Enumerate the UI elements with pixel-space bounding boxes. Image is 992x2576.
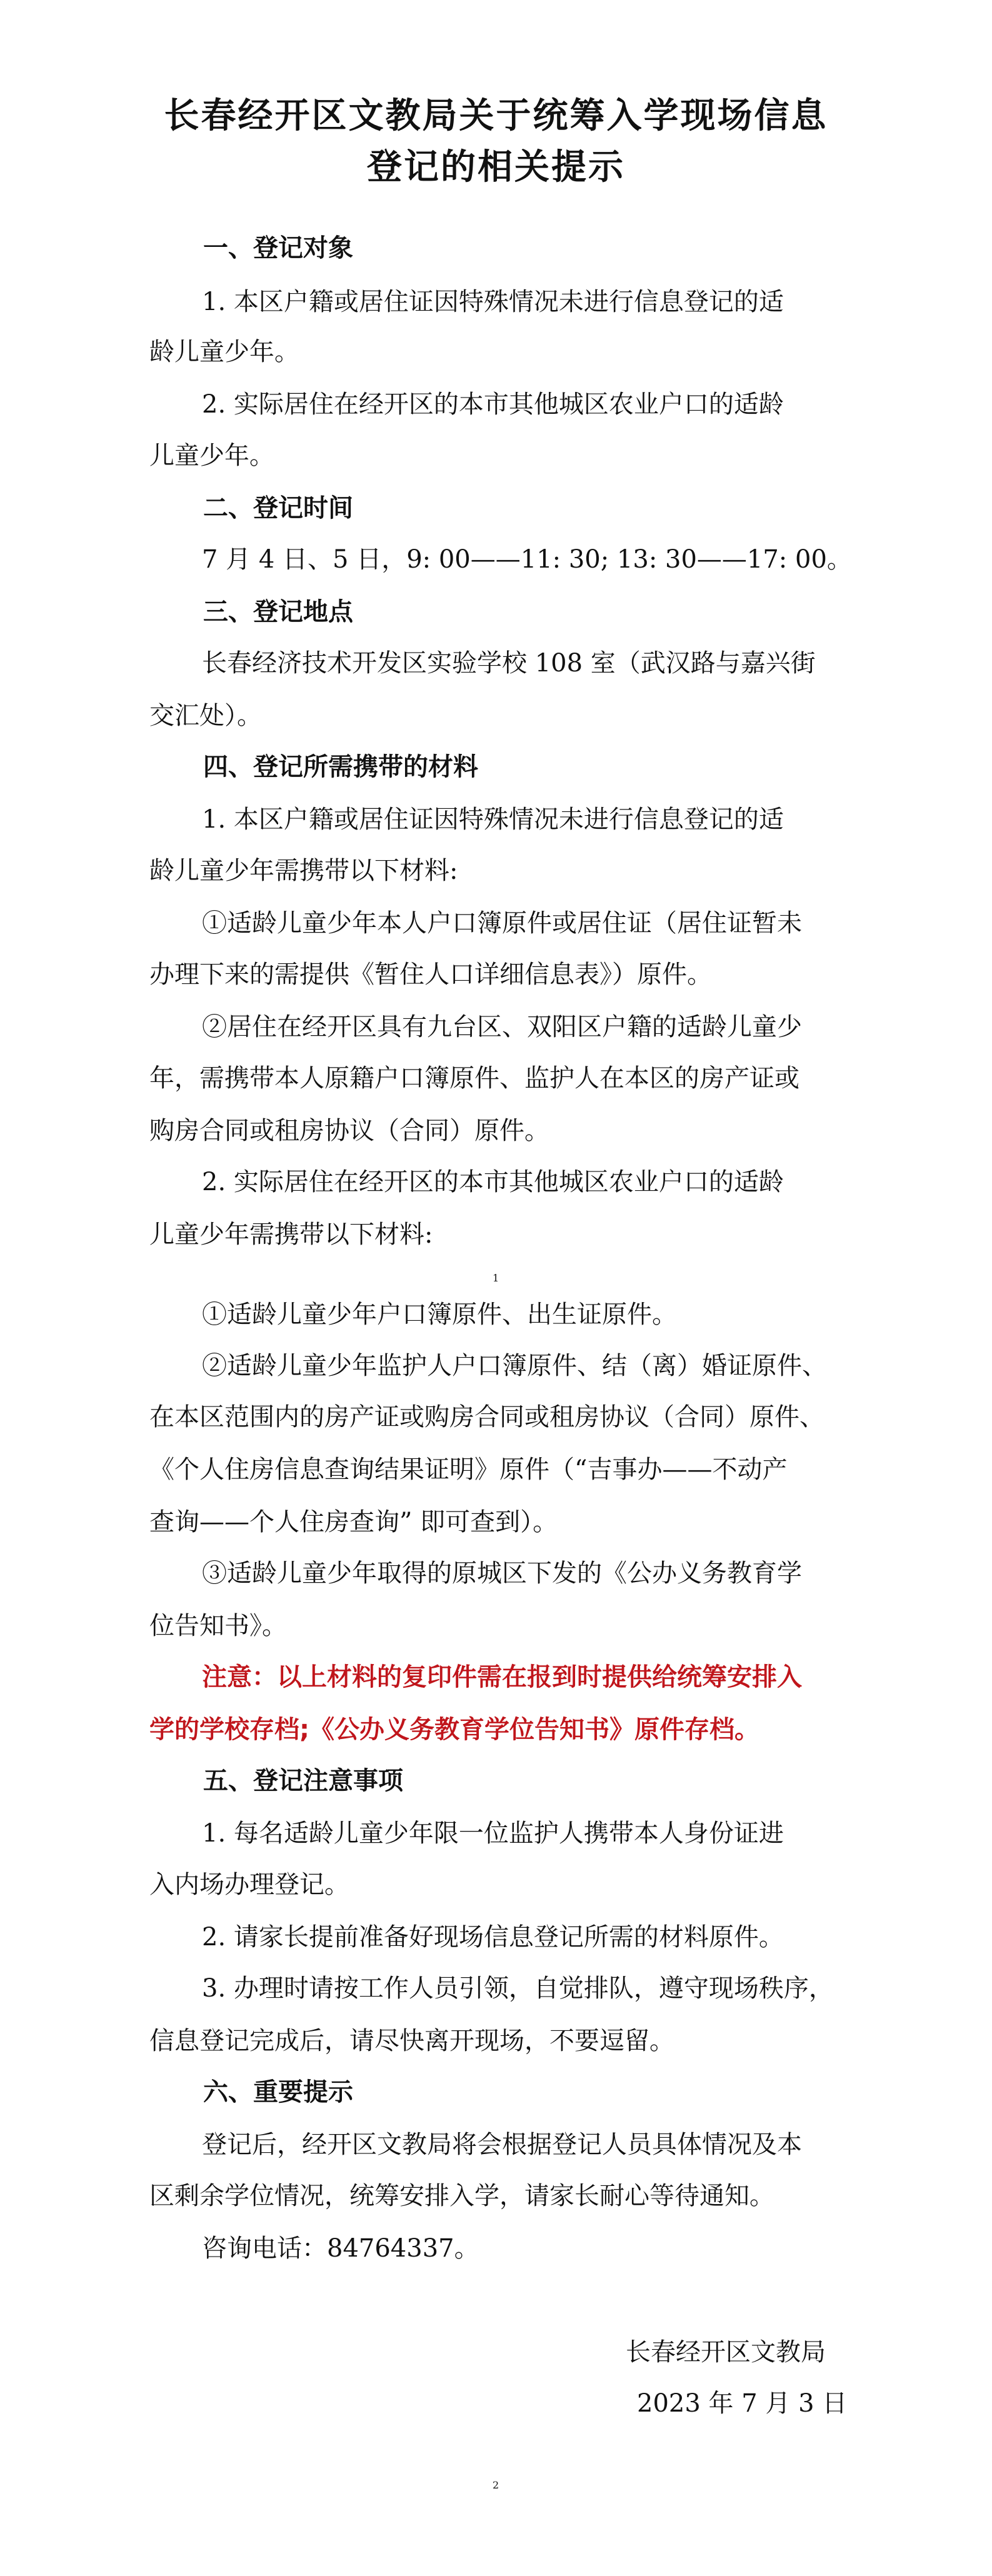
paragraph-line: 龄儿童少年。: [149, 338, 299, 366]
paragraph-line: 7 月 4 日、5 日，9: 00——11: 30; 13: 30——17: 00。: [202, 545, 852, 574]
list-item-line: 查询——个人住房查询” 即可查到）。: [149, 1508, 558, 1536]
paragraph-line: 3. 办理时请按工作人员引领，自觉排队，遵守现场秩序，: [202, 1974, 834, 2003]
section-heading-registration-location: 三、登记地点: [203, 598, 353, 626]
paragraph-line: 登记后，经开区文教局将会根据登记人员具体情况及本: [202, 2130, 802, 2159]
paragraph-line: 入内场办理登记。: [149, 1870, 349, 1899]
paragraph-line: 2. 实际居住在经开区的本市其他城区农业户口的适龄: [202, 390, 784, 419]
list-item-line: 《个人住房信息查询结果证明》原件（“吉事办——不动产: [149, 1455, 788, 1484]
list-item-line: 位告知书》。: [149, 1611, 287, 1640]
section-heading-required-materials: 四、登记所需携带的材料: [203, 753, 478, 781]
notice-line: 学的学校存档;《公办义务教育学位告知书》原件存档。: [149, 1715, 759, 1744]
paragraph-line: 交汇处）。: [149, 701, 262, 730]
section-heading-registration-notes: 五、登记注意事项: [203, 1767, 403, 1795]
list-item-line: ①适龄儿童少年本人户口簿原件或居住证（居住证暂未: [202, 909, 802, 938]
list-item-line: 办理下来的需提供《暂住人口详细信息表》）原件。: [149, 960, 712, 989]
page-marker: 1: [493, 1272, 499, 1284]
section-heading-registration-time: 二、登记时间: [203, 494, 353, 523]
paragraph-line: 信息登记完成后，请尽快离开现场，不要逗留。: [149, 2027, 674, 2055]
section-heading-registration-target: 一、登记对象: [203, 234, 353, 263]
list-item-line: ③适龄儿童少年取得的原城区下发的《公办义务教育学: [202, 1559, 802, 1588]
document-title-line-2: 登记的相关提示: [367, 147, 625, 188]
document-title-line-1: 长春经开区文教局关于统筹入学现场信息: [164, 96, 828, 136]
signature-organization: 长春经开区文教局: [626, 2338, 826, 2367]
page-number: 2: [493, 2479, 499, 2491]
paragraph-line: 1. 每名适龄儿童少年限一位监护人携带本人身份证进: [202, 1819, 784, 1848]
notice-line: 注意：以上材料的复印件需在报到时提供给统筹安排入: [202, 1663, 802, 1691]
paragraph-line: 儿童少年。: [149, 441, 274, 470]
paragraph-line: 2. 请家长提前准备好现场信息登记所需的材料原件。: [202, 1923, 784, 1952]
paragraph-line: 2. 实际居住在经开区的本市其他城区农业户口的适龄: [202, 1168, 784, 1196]
paragraph-line: 1. 本区户籍或居住证因特殊情况未进行信息登记的适: [202, 805, 784, 834]
paragraph-line: 龄儿童少年需携带以下材料:: [149, 856, 458, 885]
list-item-line: 购房合同或租房协议（合同）原件。: [149, 1116, 549, 1145]
section-heading-important-notice: 六、重要提示: [203, 2078, 353, 2107]
list-item-line: ②居住在经开区具有九台区、双阳区户籍的适龄儿童少: [202, 1013, 802, 1041]
paragraph-line: 长春经济技术开发区实验学校 108 室（武汉路与嘉兴街: [202, 649, 816, 678]
paragraph-line: 1. 本区户籍或居住证因特殊情况未进行信息登记的适: [202, 288, 784, 316]
list-item-line: 在本区范围内的房产证或购房合同或租房协议（合同）原件、: [149, 1403, 824, 1431]
signature-date: 2023 年 7 月 3 日: [637, 2389, 848, 2418]
paragraph-line: 儿童少年需携带以下材料:: [149, 1220, 433, 1249]
contact-phone-line: 咨询电话：84764337。: [202, 2234, 479, 2263]
list-item-line: ②适龄儿童少年监护人户口簿原件、结（离）婚证原件、: [202, 1351, 827, 1380]
list-item-line: 年，需携带本人原籍户口簿原件、监护人在本区的房产证或: [149, 1064, 799, 1093]
list-item-line: ①适龄儿童少年户口簿原件、出生证原件。: [202, 1300, 677, 1329]
paragraph-line: 区剩余学位情况，统筹安排入学，请家长耐心等待通知。: [149, 2182, 774, 2210]
